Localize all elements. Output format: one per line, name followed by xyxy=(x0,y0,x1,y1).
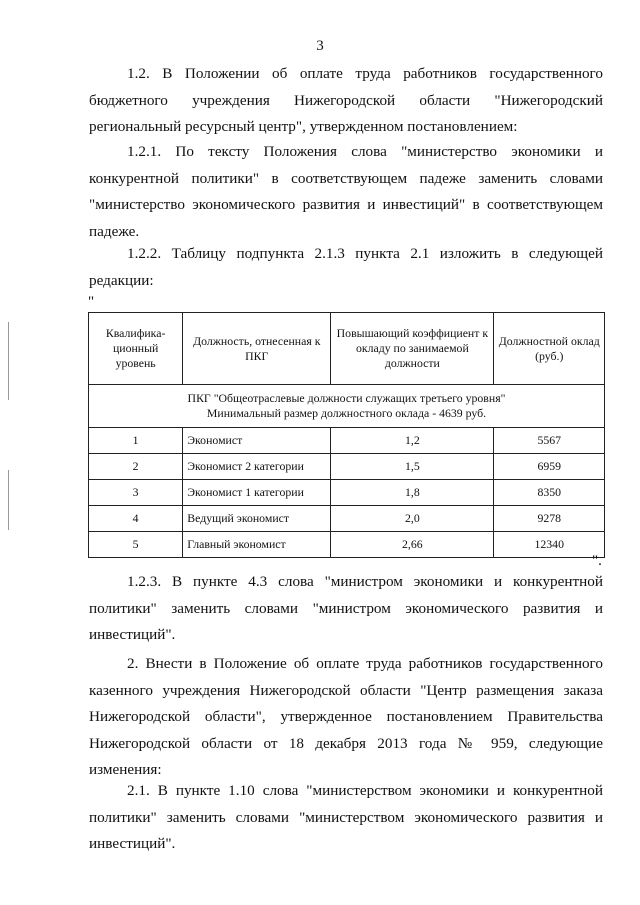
paragraph-line: политики" заменить словами "министерством экономического развития и xyxy=(89,808,603,826)
cell-level: 1 xyxy=(89,428,183,454)
paragraph-line: 1.2.3. В пункте 4.3 слова "министром экономики и конкурентной xyxy=(127,573,603,590)
header-coefficient: Повышающий коэффициент к окладу по занимаемой должности xyxy=(331,313,494,385)
paragraph-line: Нижегородской области", утвержденное постановлением Правительства xyxy=(89,708,603,725)
cell-salary: 9278 xyxy=(494,506,605,532)
cell-position: Главный экономист xyxy=(183,532,331,558)
table-group-row xyxy=(89,385,605,428)
paragraph-1-2 xyxy=(89,61,603,141)
margin-scan-mark xyxy=(8,470,9,530)
cell-position: Экономист xyxy=(183,428,331,454)
paragraph-line: изменения: xyxy=(89,761,162,778)
paragraph-line: 2. Внести в Положение об оплате труда работников государственного xyxy=(127,655,603,672)
cell-salary: 5567 xyxy=(494,428,605,454)
table-row xyxy=(89,454,605,480)
page-number: 3 xyxy=(316,38,324,54)
cell-position: Экономист 1 категории xyxy=(183,480,331,506)
paragraph-line: 1.2.2. Таблицу подпункта 2.1.3 пункта 2.1 изложить в следующей xyxy=(127,245,603,262)
cell-salary: 6959 xyxy=(494,454,605,480)
paragraph-line: политики" заменить словами "министром экономического развития и xyxy=(89,599,603,617)
paragraph-line: инвестиций". xyxy=(89,835,176,852)
group-subtitle: Минимальный размер должностного оклада - 4639 руб. xyxy=(206,406,487,420)
paragraph-line: конкурентной политики" в соответствующем падеже заменить словами xyxy=(89,169,603,187)
table-row xyxy=(89,428,605,454)
cell-level: 5 xyxy=(89,532,183,558)
paragraph-line: "министерство экономического развития и инвестиций" в соответствующем xyxy=(89,196,603,213)
salary-table xyxy=(88,312,605,558)
cell-level: 2 xyxy=(89,454,183,480)
cell-salary: 12340 xyxy=(494,532,605,558)
paragraph-line: 2.1. В пункте 1.10 слова "министерством экономики и конкурентной xyxy=(127,782,603,799)
group-cell xyxy=(89,385,605,428)
table-row xyxy=(89,532,605,558)
cell-coefficient: 2,0 xyxy=(331,506,494,532)
cell-position: Ведущий экономист xyxy=(183,506,331,532)
cell-salary: 8350 xyxy=(494,480,605,506)
cell-coefficient: 1,8 xyxy=(331,480,494,506)
paragraph-line: 1.2. В Положении об оплате труда работников государственного xyxy=(127,65,603,82)
header-salary: Должностной оклад (руб.) xyxy=(494,313,605,385)
paragraph-1-2-1 xyxy=(89,139,603,245)
paragraph-line: редакции: xyxy=(89,271,154,289)
group-title: ПКГ "Общеотраслевые должности служащих третьего уровня" xyxy=(187,391,506,405)
paragraph-1-2-3 xyxy=(89,569,603,649)
header-position: Должность, отнесенная к ПКГ xyxy=(183,313,331,385)
cell-level: 3 xyxy=(89,480,183,506)
header-level: Квалифика-ционный уровень xyxy=(89,313,183,385)
paragraph-line: 1.2.1. По тексту Положения слова "министерство экономики и xyxy=(127,143,603,160)
cell-position: Экономист 2 категории xyxy=(183,454,331,480)
table-close-quote: ". xyxy=(592,553,602,569)
cell-coefficient: 2,66 xyxy=(331,532,494,558)
paragraph-2-1 xyxy=(89,778,603,858)
table-row xyxy=(89,506,605,532)
cell-level: 4 xyxy=(89,506,183,532)
paragraph-line: Нижегородской области от 18 декабря 2013 года № 959, следующие xyxy=(89,734,603,752)
table-open-quote: " xyxy=(88,294,95,310)
paragraph-line: бюджетного учреждения Нижегородской области "Нижегородский xyxy=(89,91,603,109)
paragraph-line: падеже. xyxy=(89,222,140,240)
table-header-row xyxy=(89,313,605,385)
paragraph-2 xyxy=(89,651,603,784)
cell-coefficient: 1,5 xyxy=(331,454,494,480)
table-row xyxy=(89,480,605,506)
paragraph-line: казенного учреждения Нижегородской области "Центр размещения заказа xyxy=(89,681,603,699)
paragraph-1-2-2 xyxy=(89,241,603,294)
paragraph-line: региональный ресурсный центр", утвержденном постановлением: xyxy=(89,118,518,135)
paragraph-line: инвестиций". xyxy=(89,626,176,643)
cell-coefficient: 1,2 xyxy=(331,428,494,454)
margin-scan-mark xyxy=(8,322,9,400)
